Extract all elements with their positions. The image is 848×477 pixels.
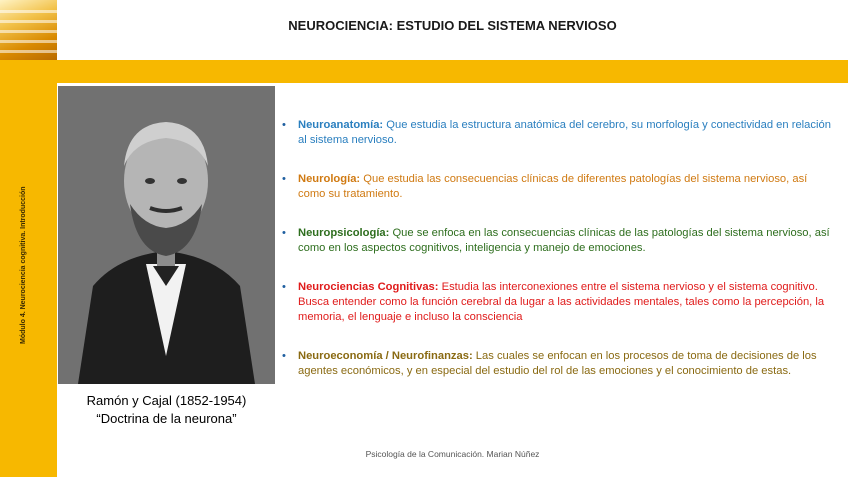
caption-line-1: Ramón y Cajal (1852-1954)	[86, 393, 247, 408]
bullet-icon: •	[282, 350, 286, 362]
item-text: Que estudia la estructura anatómica del cerebro, su morfología y conectividad en relación al sistema nervioso.	[298, 119, 831, 146]
list-item-neurologia	[282, 172, 837, 202]
item-text: Las cuales se enfocan en los procesos de toma de decisiones de los agentes económicos, y en especial del estudio del rol de las emociones y el conocimiento de estas.	[298, 350, 817, 377]
bullet-icon: •	[282, 281, 286, 293]
caption-line-2: “Doctrina de la neurona”	[96, 411, 237, 426]
portrait-caption	[58, 392, 275, 428]
item-term: Neuroanatomía:	[298, 119, 384, 131]
neuroscience-branches-list	[282, 118, 837, 403]
top-accent-band	[57, 60, 848, 83]
list-item-neuroeconomia	[282, 349, 837, 379]
left-accent-bar	[0, 0, 57, 477]
footer-credit: Psicología de la Comunicación. Marian Núñez	[365, 449, 540, 459]
page-title: NEUROCIENCIA: ESTUDIO DEL SISTEMA NERVIOSO	[288, 18, 617, 33]
item-text: Que estudia las consecuencias clínicas de diferentes patologías del sistema nervioso, así como su tratamiento.	[298, 173, 808, 200]
bullet-icon: •	[282, 119, 286, 131]
list-item-neurociencias-cognitivas	[282, 280, 837, 325]
portrait-photo	[58, 86, 275, 384]
module-label: Módulo 4. Neurociencia cognitiva. Introducción	[20, 186, 27, 344]
corner-auditorium-image	[0, 0, 57, 60]
item-text: Estudia las interconexiones entre el sistema nervioso y el sistema cognitivo. Busca entender como la función cerebral da lugar a las actividades mentales, tales como la percepción, la memoria, el lenguaje e incluso la consciencia	[298, 281, 825, 323]
bullet-icon: •	[282, 227, 286, 239]
item-term: Neurología:	[298, 173, 361, 185]
item-term: Neuroeconomía / Neurofinanzas:	[298, 350, 473, 362]
item-term: Neurociencias Cognitivas:	[298, 281, 439, 293]
bullet-icon: •	[282, 173, 286, 185]
list-item-neuroanatomia	[282, 118, 837, 148]
item-term: Neuropsicología:	[298, 227, 390, 239]
list-item-neuropsicologia	[282, 226, 837, 256]
item-text: Que se enfoca en las consecuencias clínicas de las patologías del sistema nervioso, así como en los aspectos cognitivos, inteligencia y manejo de emociones.	[298, 227, 830, 254]
